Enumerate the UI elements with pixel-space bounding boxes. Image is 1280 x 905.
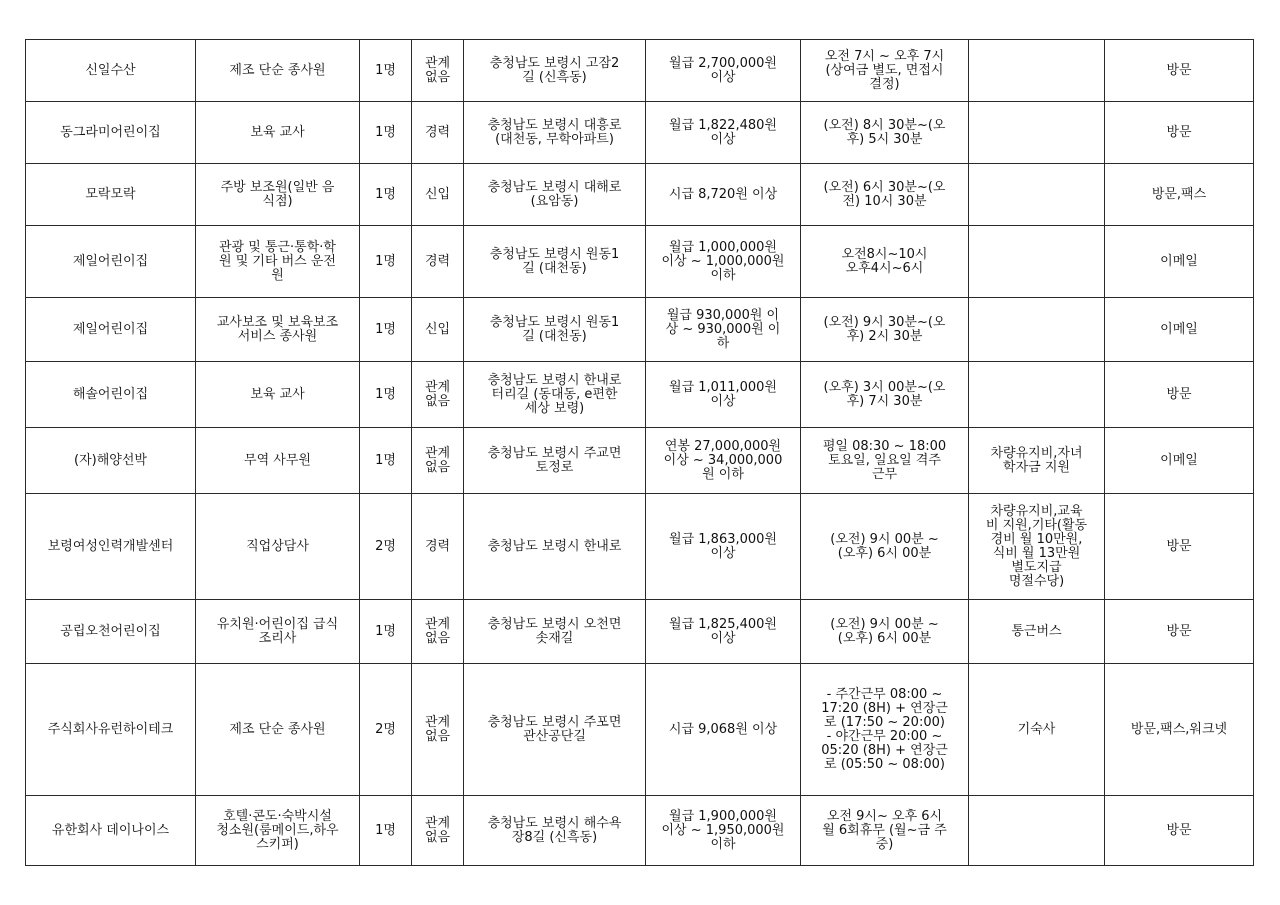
- headcount-cell: [360, 226, 412, 298]
- company-text: 신일수산: [85, 62, 136, 78]
- table-row: [26, 664, 1254, 796]
- apply-text: 방문,팩스,워크넷: [1130, 721, 1228, 737]
- experience-text: 관계 없음: [424, 815, 451, 845]
- hours-text: (오전) 9시 00분 ~ (오후) 6시 00분: [830, 616, 939, 646]
- experience-text: 경력: [424, 124, 451, 140]
- job-cell: [196, 226, 360, 298]
- table-row: [26, 226, 1254, 298]
- apply-cell: [1105, 226, 1254, 298]
- location-cell: [464, 362, 646, 428]
- headcount-text: 1명: [375, 386, 396, 402]
- wage-cell: [646, 40, 801, 102]
- headcount-cell: [360, 796, 412, 866]
- company-cell: [26, 494, 196, 600]
- job-listing-table: [25, 39, 1254, 866]
- headcount-text: 2명: [375, 538, 396, 554]
- location-cell: [464, 40, 646, 102]
- headcount-text: 2명: [375, 721, 396, 737]
- wage-text: 월급 930,000원 이 상 ~ 930,000원 이 하: [665, 307, 781, 351]
- wage-cell: [646, 164, 801, 226]
- location-cell: [464, 494, 646, 600]
- benefits-cell: [969, 796, 1105, 866]
- experience-cell: [412, 40, 464, 102]
- apply-text: 이메일: [1160, 452, 1198, 468]
- job-text: 제조 단순 종사원: [229, 721, 326, 737]
- job-cell: [196, 102, 360, 164]
- job-text: 호텔·콘도·숙박시설 청소원(룸메이드,하우 스키퍼): [216, 808, 339, 852]
- apply-text: 방문,팩스: [1151, 186, 1207, 202]
- apply-cell: [1105, 600, 1254, 664]
- apply-text: 방문: [1166, 538, 1192, 554]
- experience-text: 신입: [424, 186, 451, 202]
- company-text: (자)해양선박: [74, 452, 147, 468]
- wage-cell: [646, 600, 801, 664]
- hours-cell: [801, 494, 969, 600]
- headcount-cell: [360, 362, 412, 428]
- table-row: [26, 796, 1254, 866]
- experience-text: 경력: [424, 253, 451, 269]
- apply-text: 방문: [1166, 62, 1192, 78]
- benefits-text: 기숙사: [1017, 721, 1056, 737]
- job-cell: [196, 428, 360, 494]
- location-text: 충청남도 보령시 해수욕 장8길 (신흑동): [487, 815, 622, 845]
- location-text: 충청남도 보령시 주교면 토정로: [487, 445, 622, 475]
- location-cell: [464, 600, 646, 664]
- experience-cell: [412, 796, 464, 866]
- apply-text: 방문: [1166, 623, 1192, 639]
- company-cell: [26, 164, 196, 226]
- experience-cell: [412, 664, 464, 796]
- headcount-cell: [360, 428, 412, 494]
- experience-cell: [412, 298, 464, 362]
- hours-text: (오전) 9시 30분~(오 후) 2시 30분: [823, 314, 946, 344]
- headcount-cell: [360, 164, 412, 226]
- job-text: 직업상담사: [246, 538, 309, 554]
- job-text: 보육 교사: [250, 124, 305, 140]
- wage-text: 월급 2,700,000원 이상: [669, 55, 777, 85]
- table-row: [26, 298, 1254, 362]
- location-cell: [464, 298, 646, 362]
- apply-cell: [1105, 796, 1254, 866]
- headcount-text: 1명: [375, 623, 396, 639]
- company-cell: [26, 298, 196, 362]
- job-text: 주방 보조원(일반 음 식점): [220, 179, 335, 209]
- job-cell: [196, 600, 360, 664]
- job-text: 유치원·어린이집 급식 조리사: [216, 616, 339, 646]
- benefits-text: 차량유지비,교육 비 지원,기타(활동 경비 월 10만원, 식비 월 13만원 별도지급 명절수당): [985, 503, 1088, 589]
- job-listing-rows: [26, 40, 1254, 866]
- job-text: 무역 사무원: [244, 452, 311, 468]
- apply-text: 방문: [1166, 386, 1192, 402]
- location-cell: [464, 664, 646, 796]
- table-row: [26, 164, 1254, 226]
- company-text: 유한회사 데이나이스: [51, 822, 170, 838]
- hours-text: 오전8시~10시 오후4시~6시: [841, 246, 928, 276]
- table-row: [26, 102, 1254, 164]
- apply-cell: [1105, 428, 1254, 494]
- hours-cell: [801, 796, 969, 866]
- company-cell: [26, 362, 196, 428]
- hours-text: 오전 9시~ 오후 6시 월 6회휴무 (월~금 주 중): [822, 808, 947, 852]
- apply-cell: [1105, 298, 1254, 362]
- experience-cell: [412, 600, 464, 664]
- wage-text: 월급 1,822,480원 이상: [669, 117, 777, 147]
- table-row: [26, 494, 1254, 600]
- benefits-text: 차량유지비,자녀 학자금 지원: [990, 445, 1083, 475]
- company-cell: [26, 428, 196, 494]
- benefits-cell: [969, 102, 1105, 164]
- headcount-cell: [360, 298, 412, 362]
- company-cell: [26, 40, 196, 102]
- hours-cell: [801, 664, 969, 796]
- location-cell: [464, 796, 646, 866]
- wage-cell: [646, 362, 801, 428]
- wage-text: 시급 8,720원 이상: [668, 186, 778, 202]
- job-cell: [196, 164, 360, 226]
- headcount-text: 1명: [375, 124, 396, 140]
- company-text: 모락모락: [85, 186, 136, 202]
- wage-text: 시급 9,068원 이상: [668, 721, 778, 737]
- hours-text: 평일 08:30 ~ 18:00 토요일, 일요일 격주 근무: [822, 438, 947, 482]
- wage-cell: [646, 102, 801, 164]
- experience-text: 관계 없음: [424, 55, 451, 85]
- experience-text: 관계 없음: [424, 714, 451, 744]
- apply-cell: [1105, 494, 1254, 600]
- apply-text: 방문: [1166, 822, 1192, 838]
- hours-text: - 주간근무 08:00 ~ 17:20 (8H) + 연장근 로 (17:50 ~ 20:00) - 야간근무 20:00 ~ 05:20 (8H) + 연장근 로 (05:50 ~ 08:00): [821, 686, 948, 772]
- apply-cell: [1105, 664, 1254, 796]
- location-text: 충청남도 보령시 주포면 관산공단길: [487, 714, 622, 744]
- benefits-cell: [969, 428, 1105, 494]
- location-text: 충청남도 보령시 한내로 터리길 (동대동, e편한 세상 보령): [487, 372, 622, 416]
- company-cell: [26, 226, 196, 298]
- experience-cell: [412, 362, 464, 428]
- location-cell: [464, 102, 646, 164]
- experience-cell: [412, 494, 464, 600]
- job-text: 관광 및 통근·통학·학 원 및 기타 버스 운전 원: [219, 239, 336, 283]
- job-cell: [196, 796, 360, 866]
- benefits-cell: [969, 298, 1105, 362]
- company-text: 해솔어린이집: [72, 386, 149, 402]
- headcount-text: 1명: [375, 452, 396, 468]
- job-cell: [196, 40, 360, 102]
- wage-cell: [646, 494, 801, 600]
- headcount-text: 1명: [375, 822, 396, 838]
- company-cell: [26, 102, 196, 164]
- experience-text: 신입: [424, 321, 451, 337]
- wage-text: 월급 1,900,000원 이상 ~ 1,950,000원 이하: [661, 808, 785, 852]
- headcount-text: 1명: [375, 253, 396, 269]
- company-text: 제일어린이집: [72, 253, 149, 269]
- hours-cell: [801, 298, 969, 362]
- experience-text: 관계 없음: [424, 616, 451, 646]
- headcount-text: 1명: [375, 62, 396, 78]
- hours-text: (오후) 3시 00분~(오 후) 7시 30분: [823, 379, 946, 409]
- headcount-cell: [360, 40, 412, 102]
- headcount-cell: [360, 664, 412, 796]
- hours-text: (오전) 9시 00분 ~ (오후) 6시 00분: [830, 531, 939, 561]
- experience-cell: [412, 226, 464, 298]
- location-cell: [464, 428, 646, 494]
- benefits-cell: [969, 600, 1105, 664]
- headcount-cell: [360, 102, 412, 164]
- company-text: 동그라미어린이집: [60, 124, 161, 140]
- benefits-cell: [969, 40, 1105, 102]
- hours-text: (오전) 8시 30분~(오 후) 5시 30분: [823, 117, 946, 147]
- apply-cell: [1105, 362, 1254, 428]
- apply-cell: [1105, 102, 1254, 164]
- headcount-text: 1명: [375, 321, 396, 337]
- location-text: 충청남도 보령시 원동1 길 (대천동): [489, 314, 620, 344]
- job-cell: [196, 362, 360, 428]
- headcount-cell: [360, 494, 412, 600]
- wage-cell: [646, 298, 801, 362]
- experience-cell: [412, 428, 464, 494]
- location-text: 충청남도 보령시 원동1 길 (대천동): [489, 246, 620, 276]
- hours-cell: [801, 600, 969, 664]
- location-text: 충청남도 보령시 한내로: [487, 538, 622, 554]
- table-row: [26, 40, 1254, 102]
- apply-text: 이메일: [1160, 253, 1198, 269]
- location-cell: [464, 226, 646, 298]
- hours-cell: [801, 428, 969, 494]
- table-row: [26, 428, 1254, 494]
- wage-cell: [646, 428, 801, 494]
- experience-text: 경력: [424, 538, 451, 554]
- location-cell: [464, 164, 646, 226]
- hours-cell: [801, 226, 969, 298]
- benefits-cell: [969, 226, 1105, 298]
- apply-text: 이메일: [1160, 321, 1198, 337]
- job-text: 제조 단순 종사원: [229, 62, 326, 78]
- hours-text: (오전) 6시 30분~(오 전) 10시 30분: [823, 179, 946, 209]
- apply-text: 방문: [1166, 124, 1192, 140]
- company-text: 보령여성인력개발센터: [47, 538, 174, 554]
- hours-text: 오전 7시 ~ 오후 7시 (상여금 별도, 면접시 결정): [824, 48, 945, 92]
- wage-text: 월급 1,011,000원 이상: [669, 379, 777, 409]
- experience-text: 관계 없음: [424, 379, 451, 409]
- table-row: [26, 362, 1254, 428]
- apply-cell: [1105, 164, 1254, 226]
- company-text: 제일어린이집: [72, 321, 149, 337]
- company-text: 공립오천어린이집: [60, 623, 161, 639]
- benefits-cell: [969, 664, 1105, 796]
- hours-cell: [801, 362, 969, 428]
- location-text: 충청남도 보령시 대해로 (요암동): [487, 179, 622, 209]
- benefits-cell: [969, 494, 1105, 600]
- job-cell: [196, 298, 360, 362]
- wage-text: 월급 1,863,000원 이상: [669, 531, 777, 561]
- benefits-text: 통근버스: [1011, 623, 1062, 639]
- company-text: 주식회사유런하이테크: [47, 721, 174, 737]
- wage-text: 연봉 27,000,000원 이상 ~ 34,000,000 원 이하: [663, 438, 783, 482]
- hours-cell: [801, 40, 969, 102]
- wage-cell: [646, 226, 801, 298]
- job-cell: [196, 664, 360, 796]
- benefits-cell: [969, 362, 1105, 428]
- company-cell: [26, 796, 196, 866]
- job-text: 교사보조 및 보육보조 서비스 종사원: [216, 314, 339, 344]
- location-text: 충청남도 보령시 고잠2 길 (신흑동): [489, 55, 620, 85]
- wage-text: 월급 1,825,400원 이상: [669, 616, 777, 646]
- headcount-text: 1명: [375, 186, 396, 202]
- company-cell: [26, 664, 196, 796]
- company-cell: [26, 600, 196, 664]
- experience-text: 관계 없음: [424, 445, 451, 475]
- table-row: [26, 600, 1254, 664]
- headcount-cell: [360, 600, 412, 664]
- hours-cell: [801, 102, 969, 164]
- location-text: 충청남도 보령시 대흥로 (대천동, 무학아파트): [487, 117, 622, 147]
- job-text: 보육 교사: [250, 386, 305, 402]
- experience-cell: [412, 164, 464, 226]
- hours-cell: [801, 164, 969, 226]
- job-cell: [196, 494, 360, 600]
- experience-cell: [412, 102, 464, 164]
- wage-text: 월급 1,000,000원 이상 ~ 1,000,000원 이하: [661, 239, 785, 283]
- wage-cell: [646, 664, 801, 796]
- benefits-cell: [969, 164, 1105, 226]
- wage-cell: [646, 796, 801, 866]
- location-text: 충청남도 보령시 오천면 솟재길: [487, 616, 622, 646]
- apply-cell: [1105, 40, 1254, 102]
